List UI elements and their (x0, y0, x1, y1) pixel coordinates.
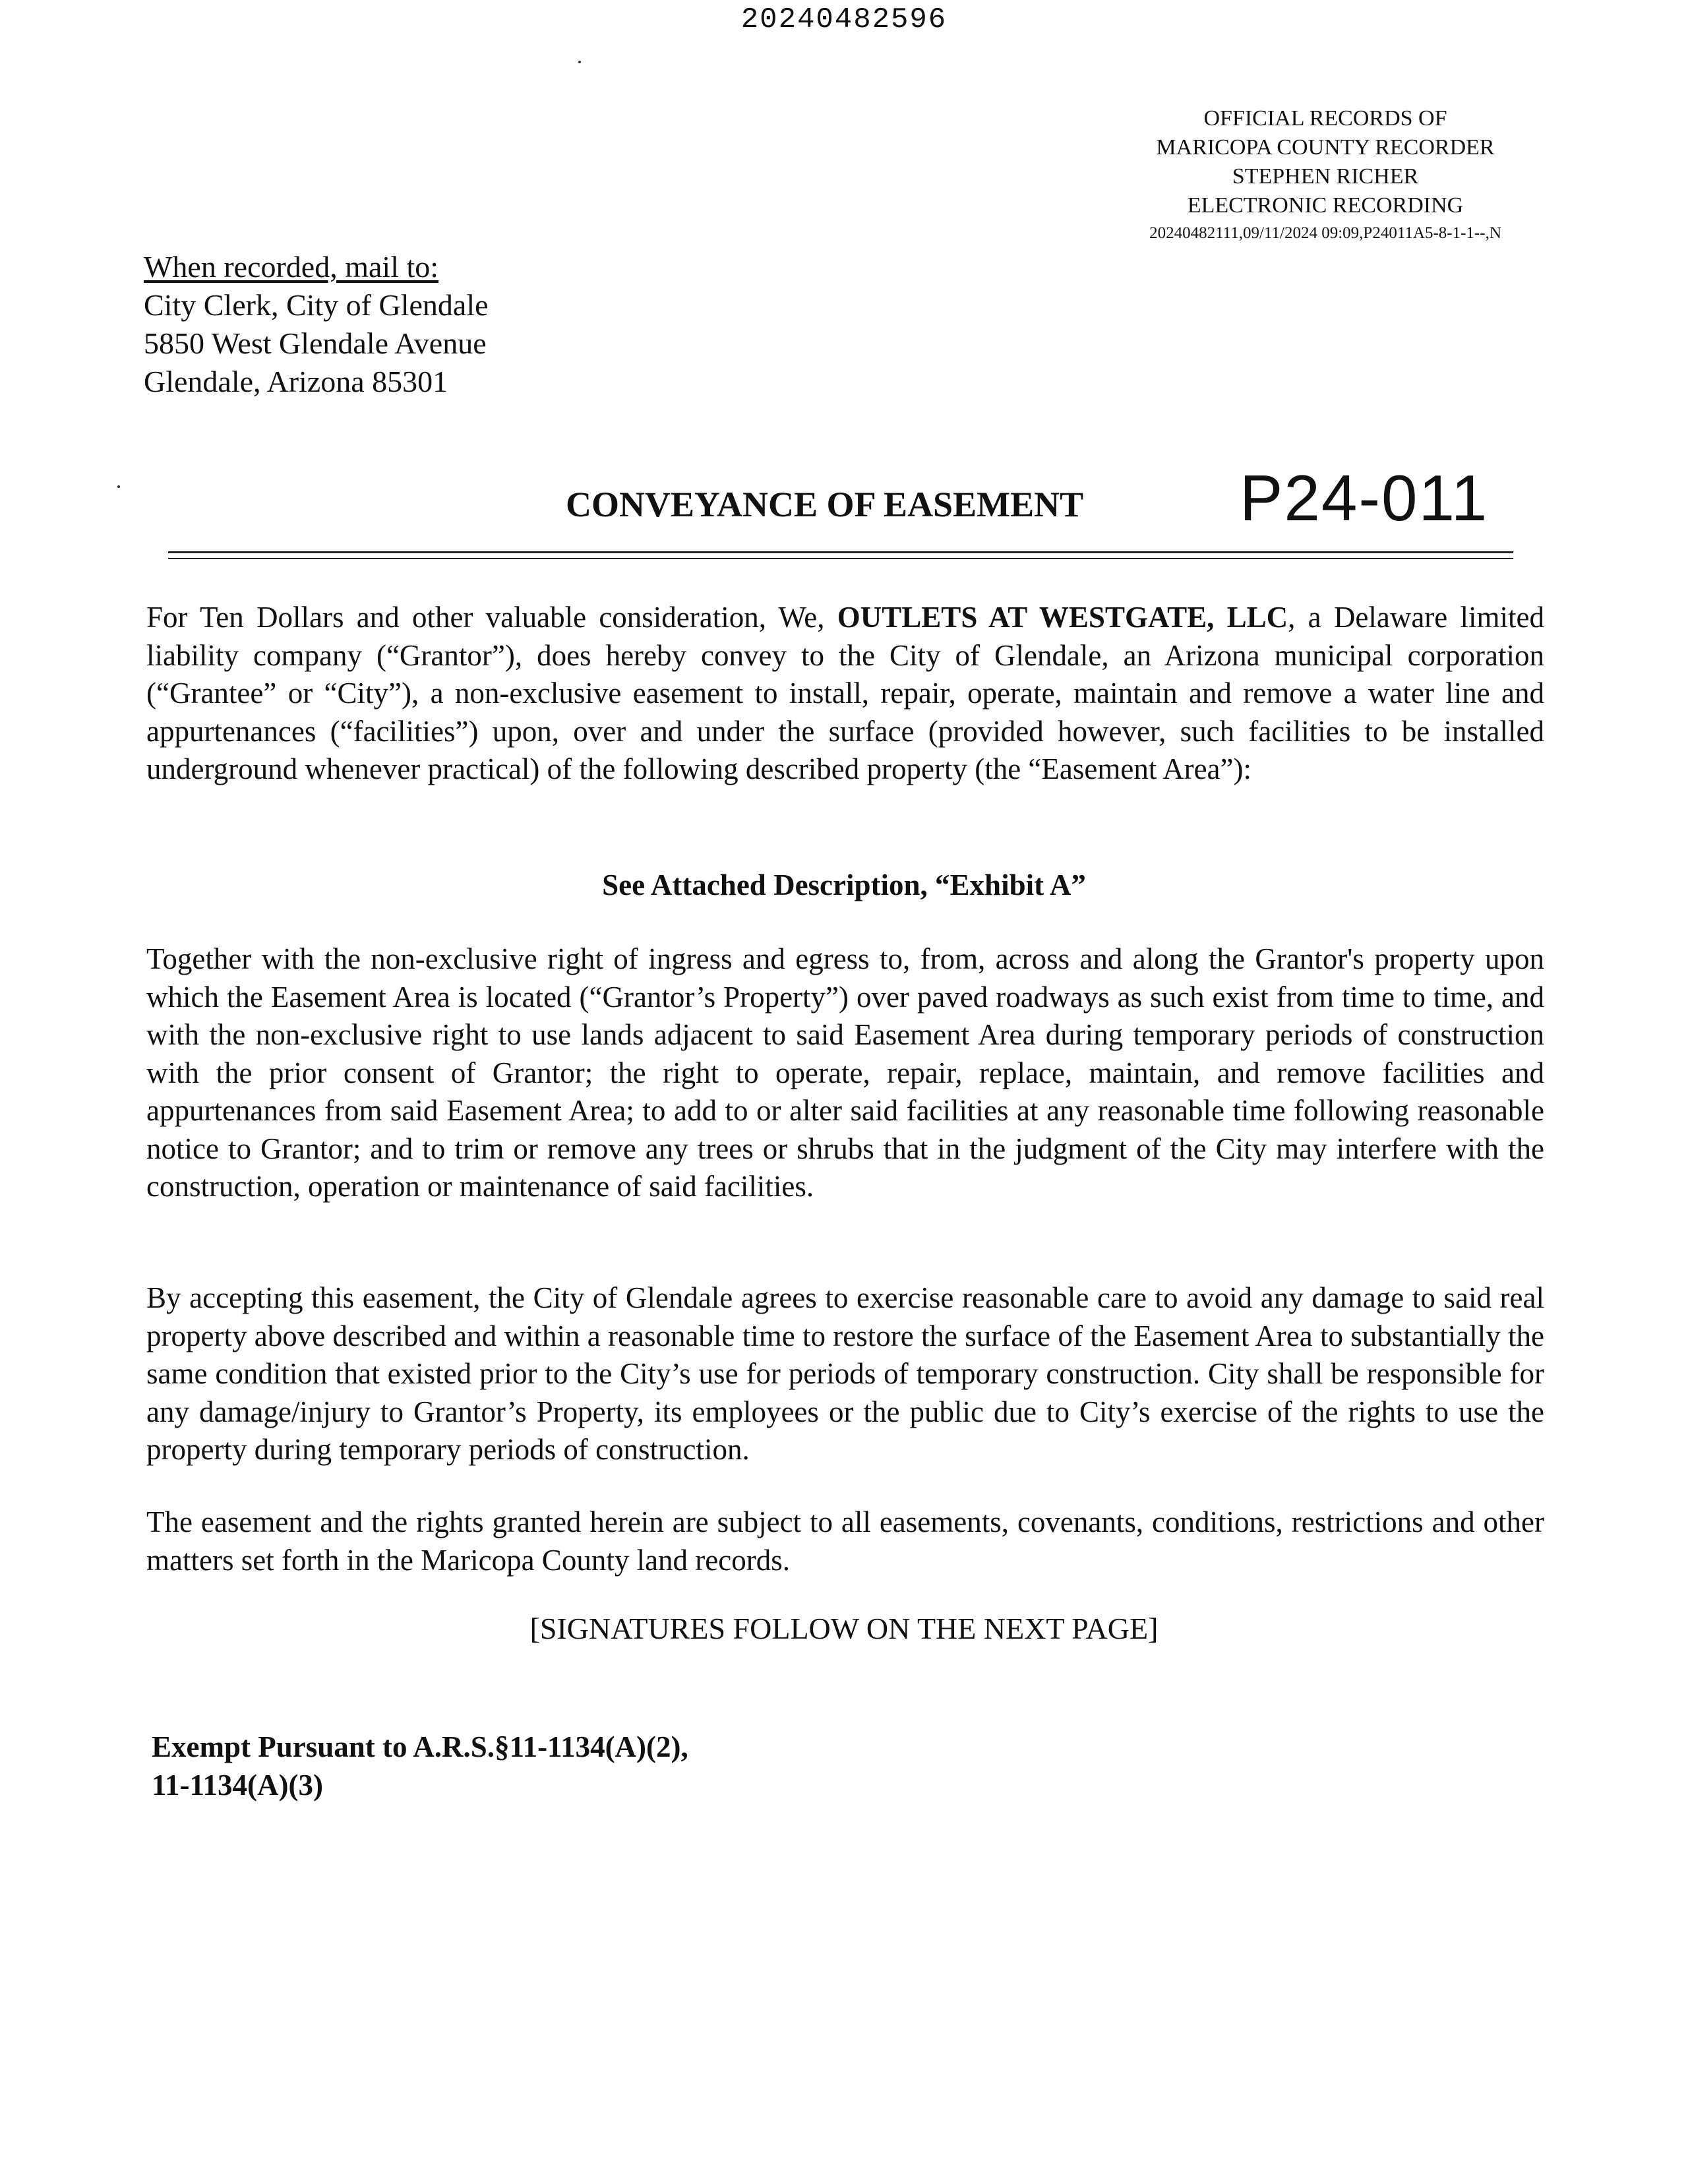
recorder-stamp (1042, 104, 1609, 245)
document-number: 20240482596 (740, 3, 948, 36)
grantor-name: OUTLETS AT WESTGATE, LLC (837, 601, 1288, 634)
exemption-line: Exempt Pursuant to A.R.S.§11-1134(A)(2), (152, 1730, 688, 1763)
document-title: CONVEYANCE OF EASEMENT (566, 485, 1084, 524)
exemption-statement (152, 1728, 688, 1804)
subject-paragraph: The easement and the rights granted herein are subject to all easements, covenants, conditions, restrictions and other matters set forth in the Maricopa County land records. (146, 1505, 1544, 1577)
recorder-line: ELECTRONIC RECORDING (1187, 193, 1464, 218)
recorder-line: OFFICIAL RECORDS OF (1203, 106, 1447, 131)
scan-speck (578, 61, 581, 63)
scan-speck (117, 485, 120, 488)
acceptance-paragraph: By accepting this easement, the City of Glendale agrees to exercise reasonable care to avoid any damage to said real property above described and within a reasonable time to restore the surface of the Easement Area to substantially the same condition that existed prior to the City’s use for periods of temporary construction. City shall be responsible for any damage/injury to Grantor’s Property, its employees or the public due to City’s exercise of the rights to use the property during temporary periods of construction. (146, 1281, 1544, 1466)
ingress-paragraph: Together with the non-exclusive right of ingress and egress to, from, across and along the Grantor's property upon which the Easement Area is located (“Grantor’s Property”) over paved roadways as such exist from time to time, and with the non-exclusive right to use lands adjacent to said Easement Area during temporary periods of construction with the prior consent of Grantor; the right to operate, repair, replace, maintain, and remove facilities and appurtenances from said Easement Area; to add to or alter said facilities at any reasonable time following reasonable notice to Grantor; and to trim or remove any trees or shrubs that in the judgment of the City may interfere with the construction, operation or maintenance of said facilities. (146, 942, 1544, 1203)
title-rule-top (168, 551, 1513, 553)
recorder-line: STEPHEN RICHER (1232, 164, 1419, 189)
title-rule-bottom (168, 558, 1513, 559)
mail-to-line: City Clerk, City of Glendale (144, 288, 489, 322)
mail-to-heading: When recorded, mail to: (144, 250, 439, 284)
intro-after: , a Delaware limited liability company (“Grantor”), does hereby convey to the City of Glendale, an Arizona municipal corporation (“Grantee” or “City”), a non-exclusive easement to install, repair, operate, maintain and remove a water line and appurtenances (“facilities”) upon, over and under the surface (provided however, such facilities to be installed underground whenever practical) of the following described property (the “Easement Area”): (146, 601, 1544, 785)
recording-code: 20240482111,09/11/2024 09:09,P24011A5-8-1-1--,N (1149, 224, 1501, 242)
mail-to-block (144, 248, 489, 401)
recorder-line: MARICOPA COUNTY RECORDER (1156, 135, 1495, 160)
file-number: P24-011 (1240, 462, 1489, 534)
exhibit-reference: See Attached Description, “Exhibit A” (602, 868, 1086, 901)
signatures-note: [SIGNATURES FOLLOW ON THE NEXT PAGE] (529, 1612, 1159, 1645)
intro-before: For Ten Dollars and other valuable consideration, We, (146, 601, 825, 634)
exemption-line: 11-1134(A)(3) (152, 1769, 323, 1802)
mail-to-line: Glendale, Arizona 85301 (144, 365, 448, 398)
mail-to-line: 5850 West Glendale Avenue (144, 326, 487, 360)
intro-paragraph (146, 599, 1544, 789)
